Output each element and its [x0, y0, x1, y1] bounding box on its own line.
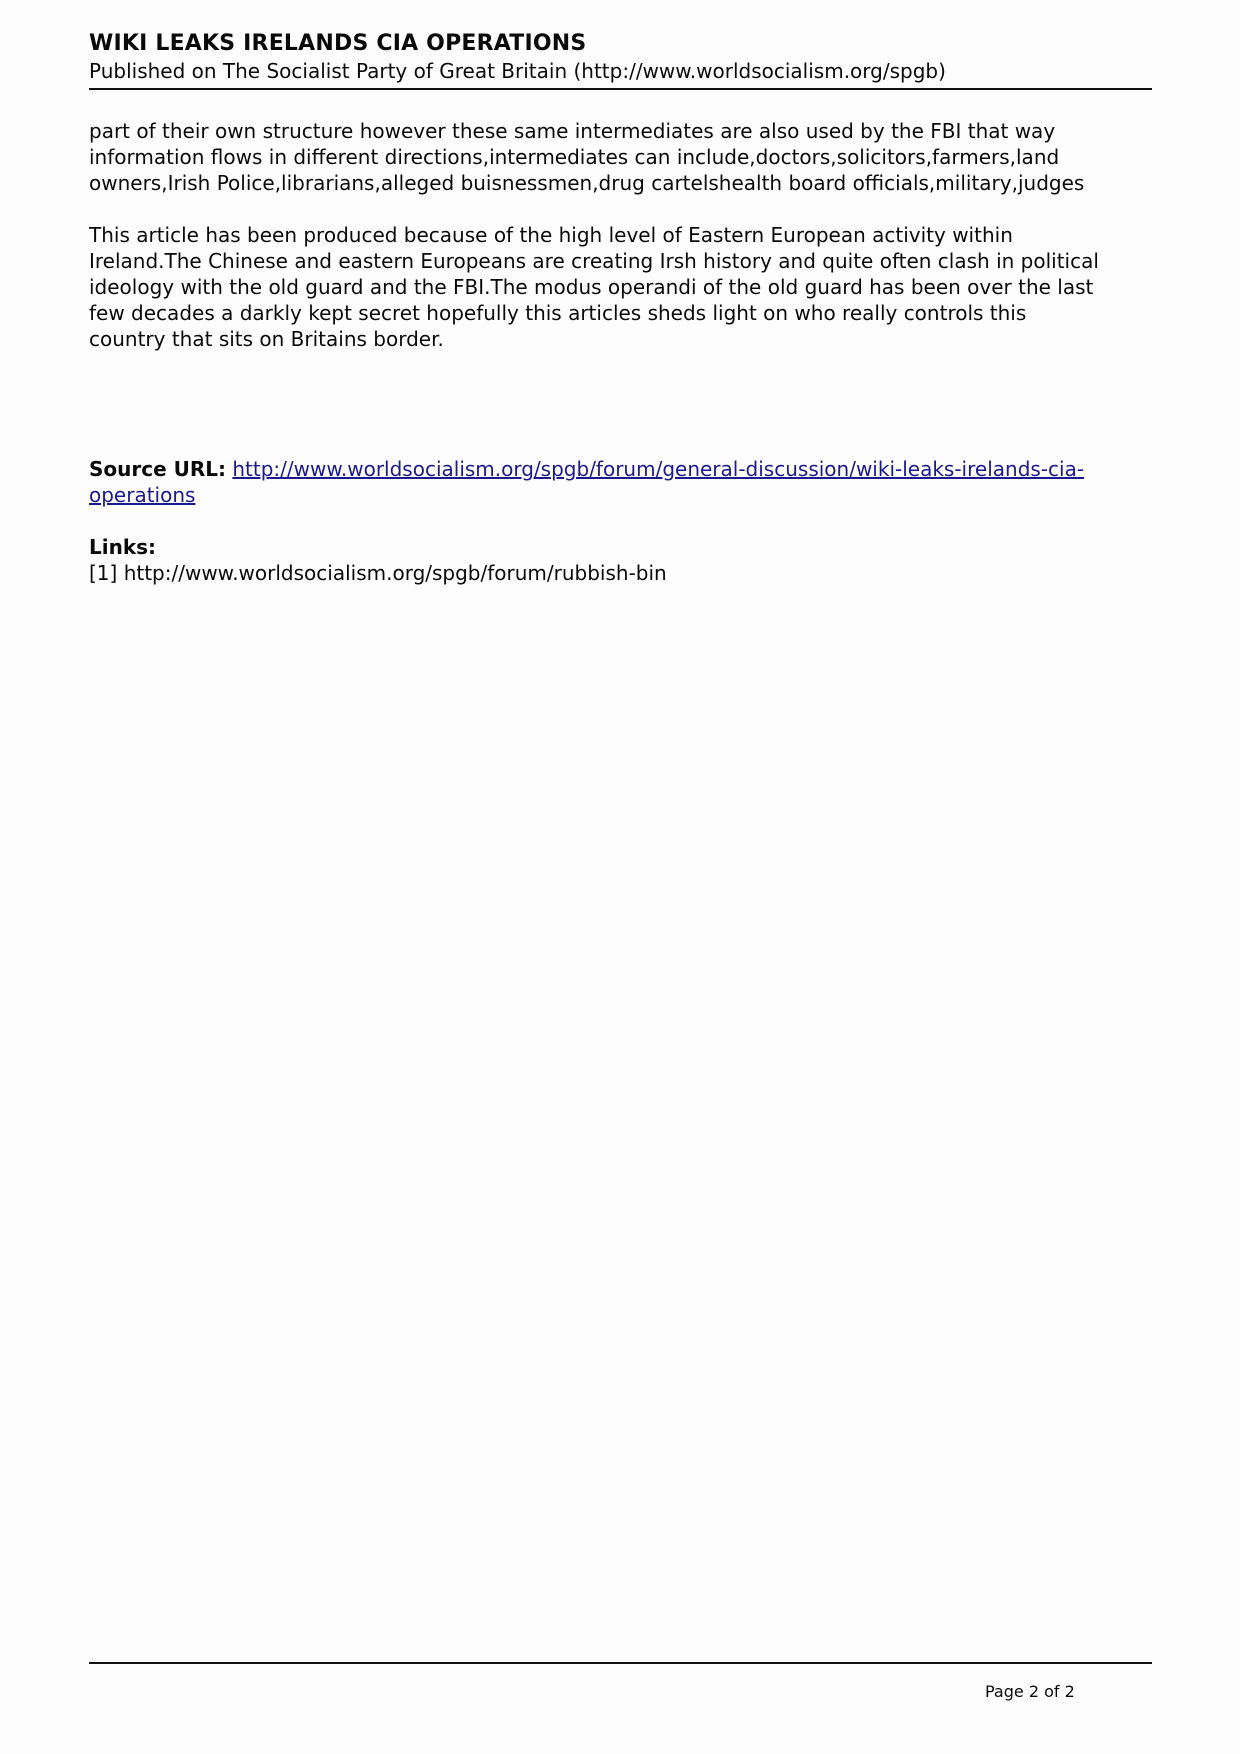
published-line: Published on The Socialist Party of Great Britain (http://www.worldsocialism.org/spgb)	[89, 59, 946, 83]
source-url-block	[89, 456, 1164, 508]
links-heading: Links:	[89, 535, 157, 559]
footer-divider	[89, 1662, 1152, 1664]
page-number: Page 2 of 2	[985, 1682, 1075, 1701]
links-section	[89, 534, 1164, 586]
body-paragraph: This article has been produced because of the high level of Eastern European activity within Ireland.The Chinese and eastern Europeans are creating Irsh history and quite often clash in political ideology with the old guard and the FBI.The modus operandi of the old guard has been over the last few decades a darkly kept secret hopefully this articles sheds light on who really controls this country that sits on Britains border.	[89, 223, 1099, 351]
links-item: [1] http://www.worldsocialism.org/spgb/forum/rubbish-bin	[89, 561, 667, 585]
source-url-link[interactable]: http://www.worldsocialism.org/spgb/forum/general-discussion/wiki-leaks-irelands-cia-operations	[89, 457, 1085, 507]
page-title: WIKI LEAKS IRELANDS CIA OPERATIONS	[89, 31, 587, 56]
article-body	[89, 118, 1164, 378]
source-url-label: Source URL:	[89, 457, 227, 481]
body-paragraph: part of their own structure however these same intermediates are also used by the FBI that way information flows in different directions,intermediates can include,doctors,solicitors,farmers,land owners,Irish Police,librarians,alleged buisnessmen,drug cartelshealth board officials,military,judges	[89, 119, 1085, 195]
document-header	[89, 30, 1152, 84]
header-divider	[89, 88, 1152, 90]
